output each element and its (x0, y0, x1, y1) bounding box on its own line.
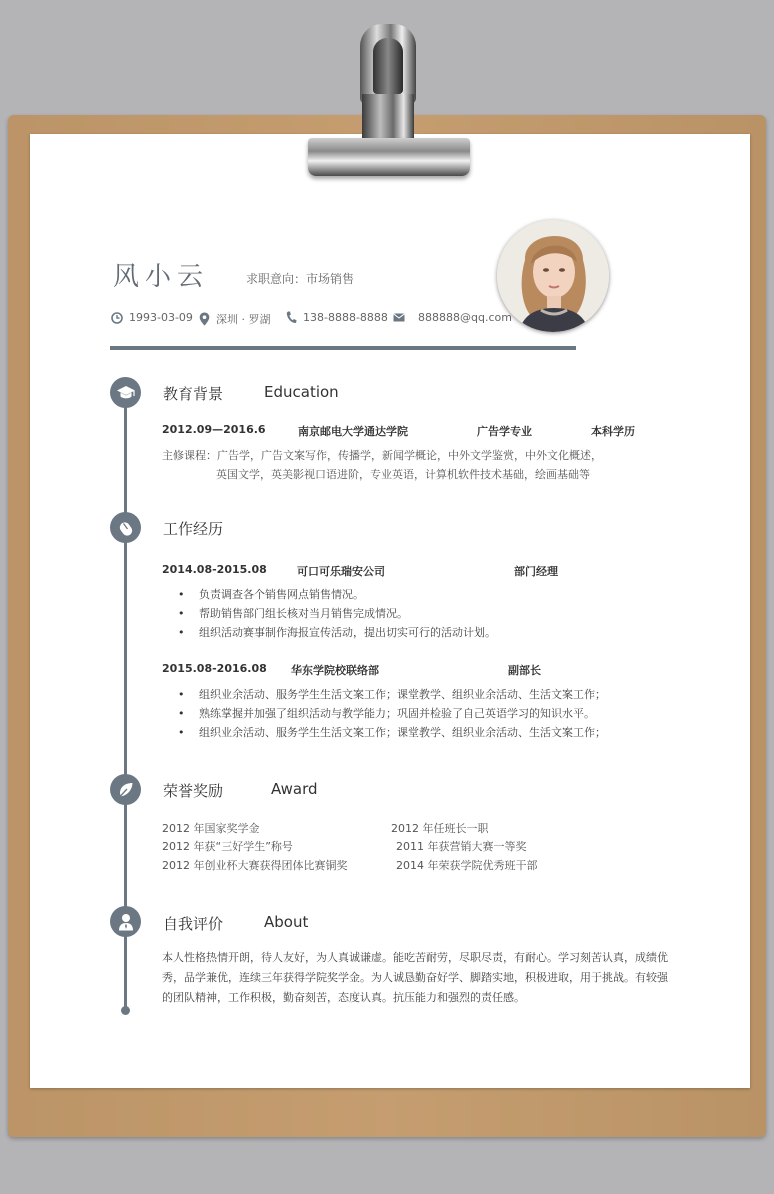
job-1-position: 部门经理 (514, 565, 558, 578)
person-icon (118, 913, 134, 931)
profile-photo (497, 220, 609, 332)
education-school: 南京邮电大学通达学院 (298, 425, 408, 438)
job-1-company: 可口可乐瑞安公司 (297, 565, 385, 578)
education-title: 教育背景 (163, 385, 224, 403)
mail-icon (393, 313, 405, 322)
list-item: • 负责调查各个销售网点销售情况。 (178, 585, 496, 604)
clock-icon (111, 312, 123, 324)
award-left-2: 2012 年获“三好学生”称号 (162, 840, 293, 853)
leaf-icon (117, 781, 135, 799)
list-item: • 熟练掌握并加强了组织活动与教学能力；巩固并检验了自己英语学习的知识水平。 (178, 704, 606, 723)
list-item: • 帮助销售部门组长核对当月销售完成情况。 (178, 604, 496, 623)
about-paragraph (162, 948, 672, 1008)
about-title-en: About (264, 913, 309, 931)
job-intent: 求职意向：市场销售 (246, 272, 355, 286)
about-line: 秀，品学兼优，连续三年获得学院奖学金。为人诚恳勤奋好学、脚踏实地，积极进取，用于挑战。有较强 (162, 971, 668, 984)
list-item: • 组织活动赛事制作海报宣传活动，提出切实可行的活动计划。 (178, 623, 496, 642)
award-title: 荣誉奖励 (163, 782, 224, 800)
email-text: 888888@qq.com (418, 311, 512, 324)
list-item: • 组织业余活动、服务学生生活文案工作；课堂教学、组织业余活动、生活文案工作； (178, 723, 606, 742)
location-pin-icon (199, 312, 210, 326)
education-courses-line-1: 主修课程：广告学，广告文案写作，传播学，新闻学概论，中外文学鉴赏，中外文化概述， (162, 449, 602, 462)
award-left-3: 2012 年创业杯大赛获得团体比赛铜奖 (162, 859, 348, 872)
binder-clip (300, 24, 476, 180)
location-item (199, 311, 271, 327)
job-2-duties (178, 685, 606, 742)
education-section-icon (110, 377, 141, 408)
email-item (393, 311, 512, 324)
job-1-duties (178, 585, 496, 642)
phone-item (286, 311, 388, 324)
about-section-icon (110, 906, 141, 937)
birthday-text: 1993-03-09 (129, 311, 193, 324)
phone-text: 138-8888-8888 (303, 311, 388, 324)
about-line: 本人性格热情开朗，待人友好，为人真诚谦虚。能吃苦耐劳，尽职尽责，有耐心。学习刻苦认真，成绩优 (162, 951, 668, 964)
job-2-position: 副部长 (508, 664, 541, 677)
mouse-icon (117, 519, 135, 537)
job-1-period: 2014.08-2015.08 (162, 563, 267, 576)
award-section-icon (110, 774, 141, 805)
work-section-icon (110, 512, 141, 543)
award-left-1: 2012 年国家奖学金 (162, 822, 260, 835)
education-period: 2012.09—2016.6 (162, 423, 266, 436)
education-degree: 本科学历 (591, 425, 635, 438)
phone-icon (286, 311, 297, 324)
header-divider (110, 346, 576, 350)
award-right-3: 2014 年荣获学院优秀班干部 (396, 859, 538, 872)
work-title: 工作经历 (163, 520, 224, 538)
about-line: 的团队精神，工作积极，勤奋刻苦，态度认真。抗压能力和强烈的责任感。 (162, 991, 525, 1004)
education-courses-line-2: 英国文学，英美影视口语进阶，专业英语，计算机软件技术基础，绘画基础等 (216, 468, 590, 481)
about-title: 自我评价 (163, 915, 224, 933)
candidate-name: 风小云 (113, 262, 210, 292)
education-major: 广告学专业 (477, 425, 532, 438)
graduation-cap-icon (116, 385, 136, 401)
award-right-2: 2011 年获营销大赛一等奖 (396, 840, 527, 853)
job-2-company: 华东学院校联络部 (291, 664, 379, 677)
award-right-1: 2012 年任班长一职 (391, 822, 489, 835)
birthday-item (111, 311, 193, 324)
location-text: 深圳 · 罗湖 (216, 313, 271, 326)
timeline-end-dot (121, 1006, 130, 1015)
award-title-en: Award (271, 780, 318, 798)
list-item: • 组织业余活动、服务学生生活文案工作；课堂教学、组织业余活动、生活文案工作； (178, 685, 606, 704)
education-title-en: Education (264, 383, 339, 401)
job-2-period: 2015.08-2016.08 (162, 662, 267, 675)
